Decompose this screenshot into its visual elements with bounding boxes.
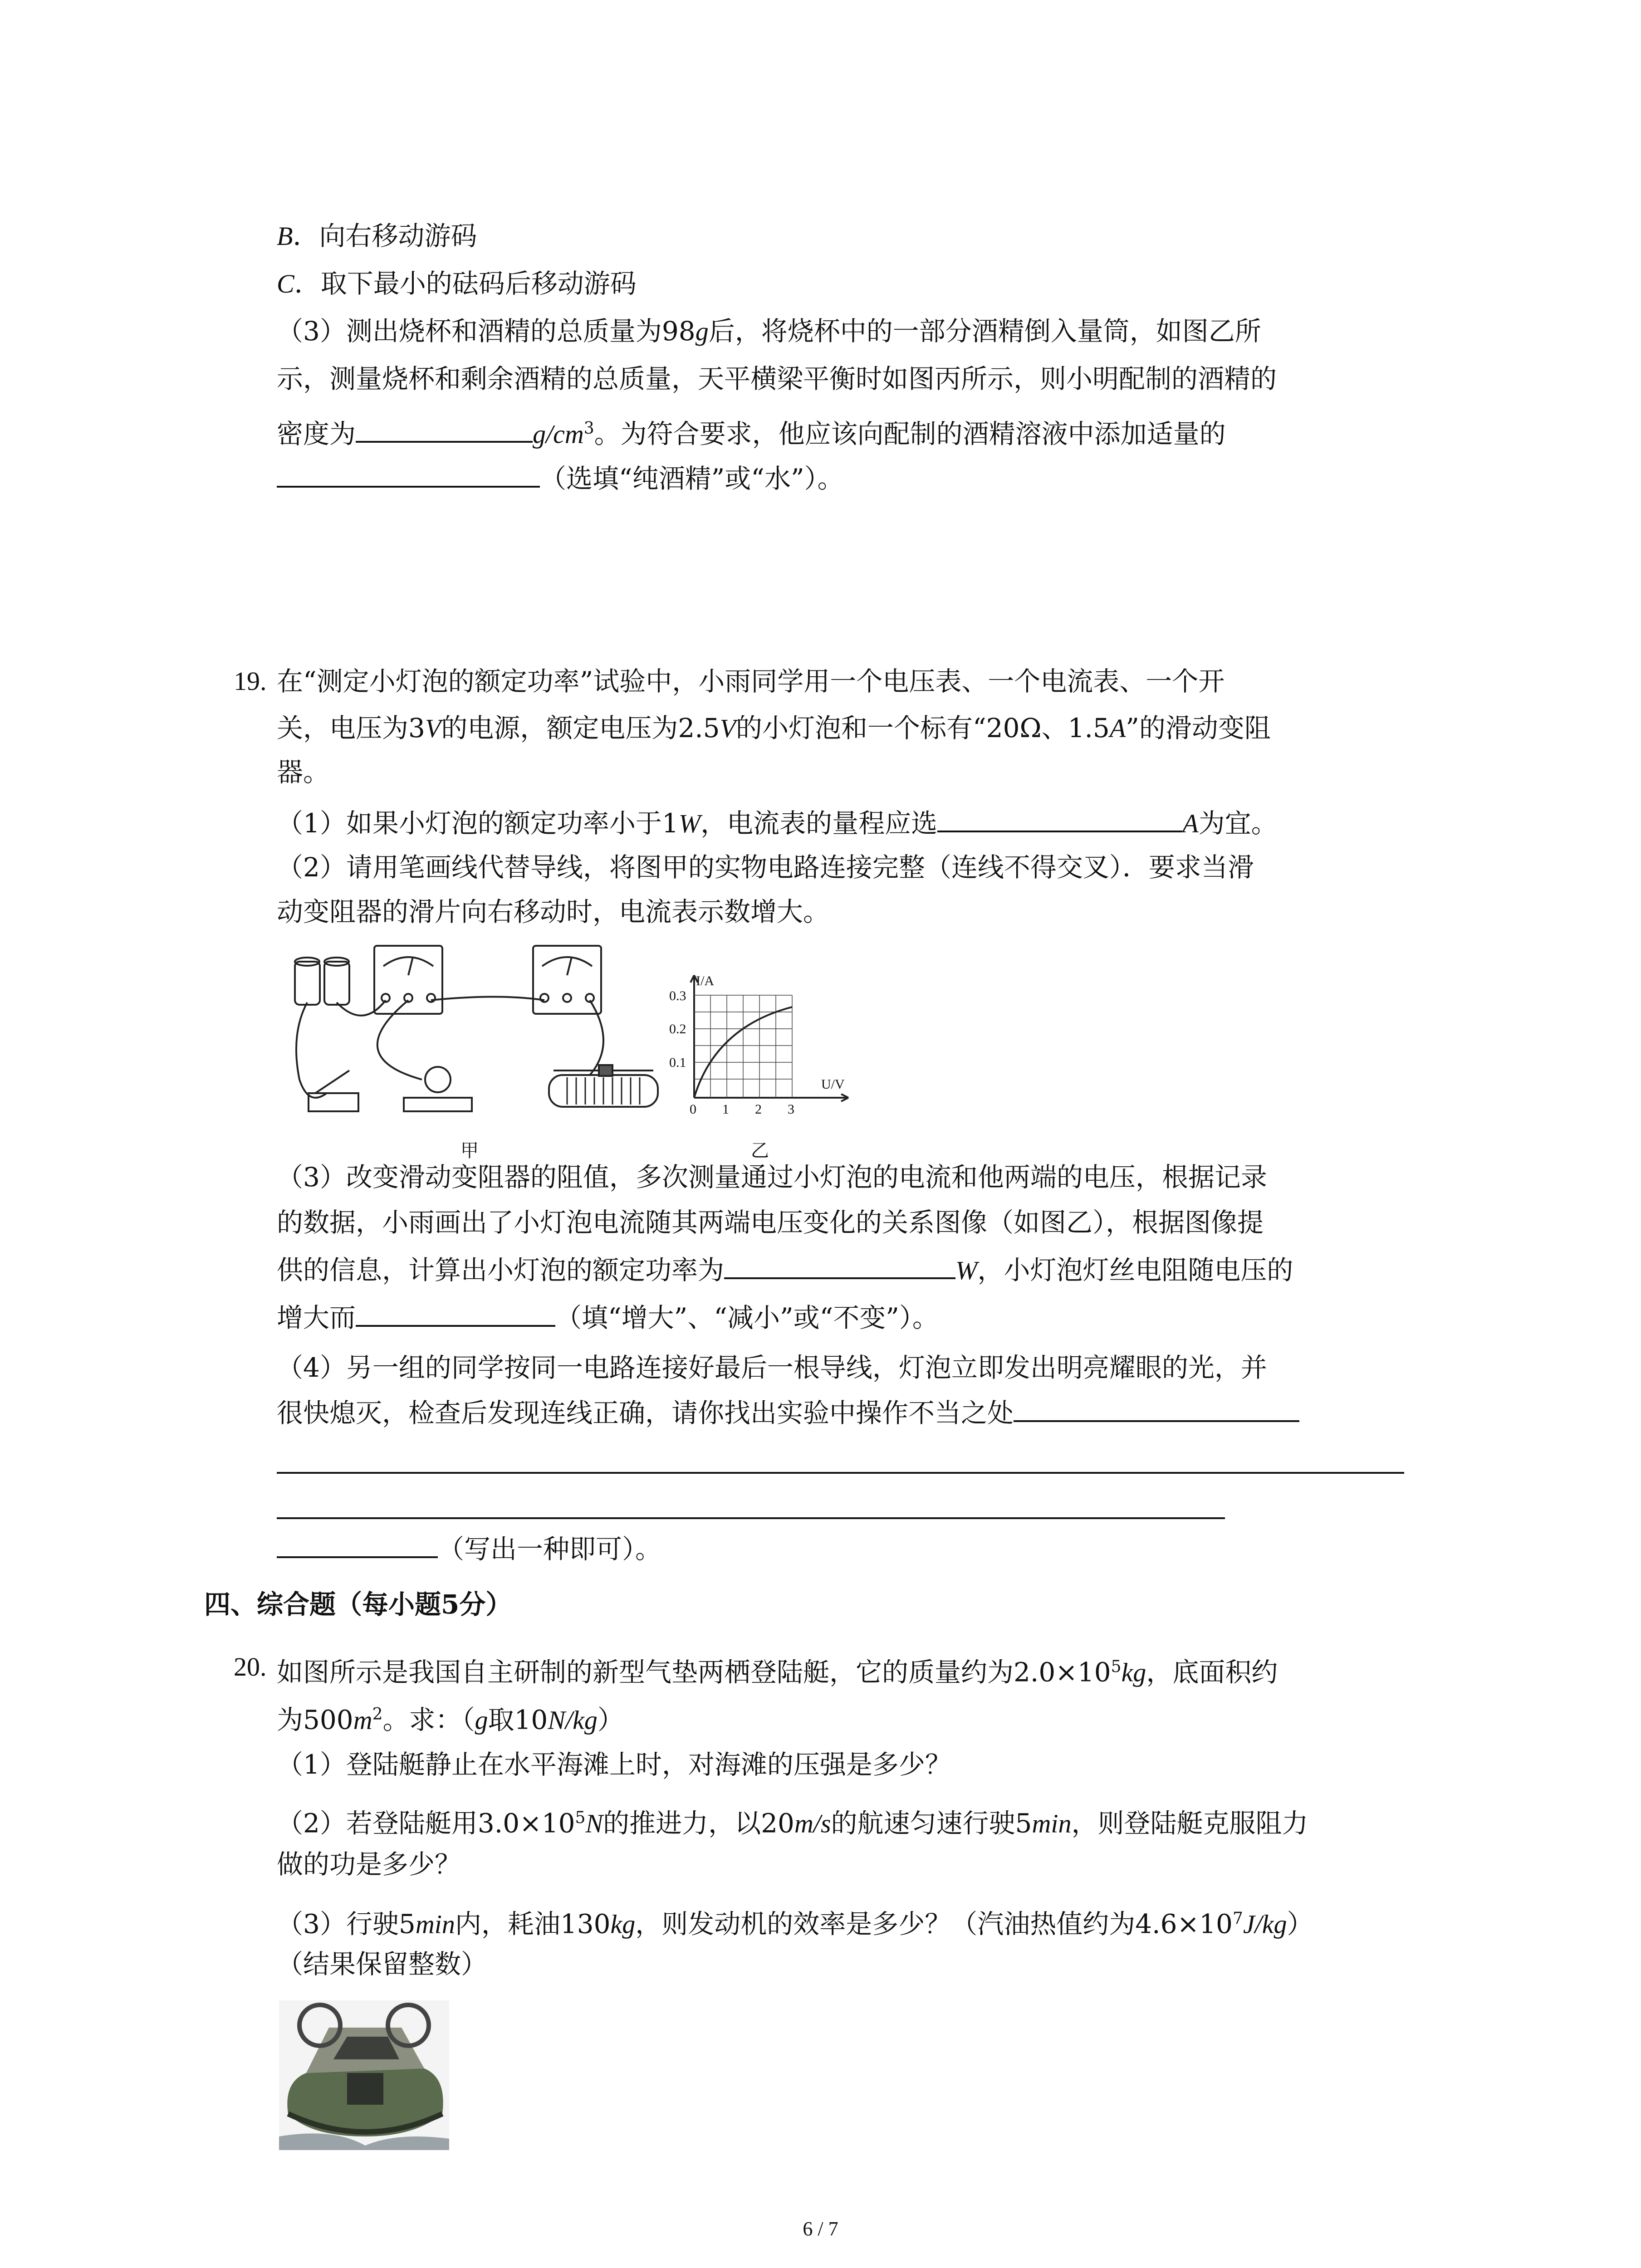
answer-blank[interactable]: [724, 1253, 955, 1279]
q18-part3-line1: （3）测出烧杯和酒精的总质量为98g后，将烧杯中的一部分酒精倒入量筒，如图乙所: [277, 316, 1261, 347]
bulb-base-icon: [404, 1098, 472, 1111]
q20-part2-line2: 做的功是多少？: [277, 1849, 461, 1880]
battery-icon: [324, 962, 349, 1005]
q18-option-c: C．取下最小的砝码后移动游码: [277, 268, 637, 299]
q20-line1: 如图所示是我国自主研制的新型气垫两栖登陆艇，它的质量约为$2.0\times 10^5kg$，底面积约: [277, 1657, 1278, 1688]
answer-blank[interactable]: [937, 806, 1182, 832]
q19-part3-line2: 的数据，小雨画出了小灯泡电流随其两端电压变化的关系图像（如图乙），根据图像提: [277, 1207, 1264, 1238]
graph-ylabel: I/A: [696, 973, 714, 988]
q20-number: 20.: [234, 1652, 267, 1681]
answer-blank[interactable]: [356, 416, 533, 443]
ammeter-icon: [374, 946, 442, 1014]
iu-graph: [667, 966, 862, 1120]
q20-part3-line1: （3）行驶5min内，耗油130kg，则发动机的效率是多少？（汽油热值约为$4.6\times 10^7J/kg$）: [277, 1908, 1313, 1940]
section-title: 四、综合题（每小题5分）: [204, 1589, 512, 1620]
q20-line2: 为$500m^2$。求：（g取10N/kg）: [277, 1704, 624, 1735]
q18-part3-line4: （选填“纯酒精”或“水”）。: [277, 460, 844, 497]
q18-part3-line3: 密度为 $g/cm^3$。为符合要求，他应该向配制的酒精溶液中添加适量的: [277, 411, 1226, 452]
answer-blank[interactable]: [356, 1300, 555, 1327]
y-tick: 0.3: [669, 988, 686, 1003]
y-tick: 0.2: [669, 1022, 686, 1036]
q19-part3-line3: 供的信息，计算出小灯泡的额定功率为 W，小灯泡灯丝电阻随电压的: [277, 1252, 1293, 1289]
q19-part4-line1: （4）另一组的同学按同一电路连接好最后一根导线，灯泡立即发出明亮耀眼的光，并: [277, 1352, 1267, 1383]
x-tick: 2: [755, 1102, 762, 1117]
circuit-figure: [272, 943, 681, 1134]
q19-part4-line2: 很快熄灭，检查后发现连线正确，请你找出实验中操作不当之处: [277, 1395, 1299, 1431]
q19-part3-line4: 增大而 （填“增大”、“减小”或“不变”）。: [277, 1300, 939, 1336]
answer-blank[interactable]: [1014, 1396, 1299, 1422]
q19-line3: 器。: [277, 757, 330, 787]
q20-part2-line1: （2）若登陆艇用$3.0\times 10^5N$的推进力，以20m/s的航速匀速行驶5min，则登陆艇克服阻力: [277, 1808, 1308, 1839]
q20-part1: （1）登陆艇静止在水平海滩上时，对海滩的压强是多少？: [277, 1749, 951, 1780]
q18-part3-line2: 示，测量烧杯和剩余酒精的总质量，天平横梁平衡时如图丙所示，则小明配制的酒精的: [277, 363, 1277, 394]
q19-part2-line1: （2）请用笔画线代替导线，将图甲的实物电路连接完整（连线不得交叉）．要求当滑: [277, 852, 1254, 883]
answer-line[interactable]: [277, 1517, 1225, 1519]
hovercraft-photo: [279, 2000, 449, 2150]
figure-caption-jia: 甲: [460, 1140, 479, 1161]
q19-line1: 在“测定小灯泡的额定功率”试验中，小雨同学用一个电压表、一个电流表、一个开: [277, 666, 1225, 697]
q19-line2: 关，电压为3V的电源，额定电压为2.5V的小灯泡和一个标有“20Ω、1.5A”的滑动变阻: [277, 713, 1271, 743]
switch-icon: [309, 1093, 358, 1111]
x-tick: 3: [788, 1102, 794, 1117]
figure-caption-yi: 乙: [751, 1140, 769, 1161]
page-number: 6 / 7: [803, 2218, 838, 2240]
x-tick: 1: [722, 1102, 729, 1117]
y-tick: 0.1: [669, 1055, 686, 1070]
bulb-icon: [425, 1067, 451, 1092]
q18-option-b: B．向右移动游码: [277, 220, 477, 251]
q19-part4-line5: （写出一种即可）。: [277, 1531, 661, 1567]
x-tick: 0: [690, 1102, 696, 1117]
battery-icon: [295, 962, 320, 1005]
q19-part2-line2: 动变阻器的滑片向右移动时，电流表示数增大。: [277, 896, 830, 927]
q19-part1: （1）如果小灯泡的额定功率小于1W，电流表的量程应选 A为宜。: [277, 805, 1278, 842]
graph-xlabel: U/V: [821, 1077, 845, 1092]
answer-line[interactable]: [277, 1472, 1404, 1474]
answer-blank[interactable]: [277, 461, 540, 488]
answer-blank[interactable]: [277, 1532, 438, 1558]
q19-part3-line1: （3）改变滑动变阻器的阻值，多次测量通过小灯泡的电流和他两端的电压，根据记录: [277, 1162, 1267, 1193]
q19-number: 19.: [234, 666, 267, 696]
q20-part3-line2: （结果保留整数）: [277, 1949, 488, 1980]
